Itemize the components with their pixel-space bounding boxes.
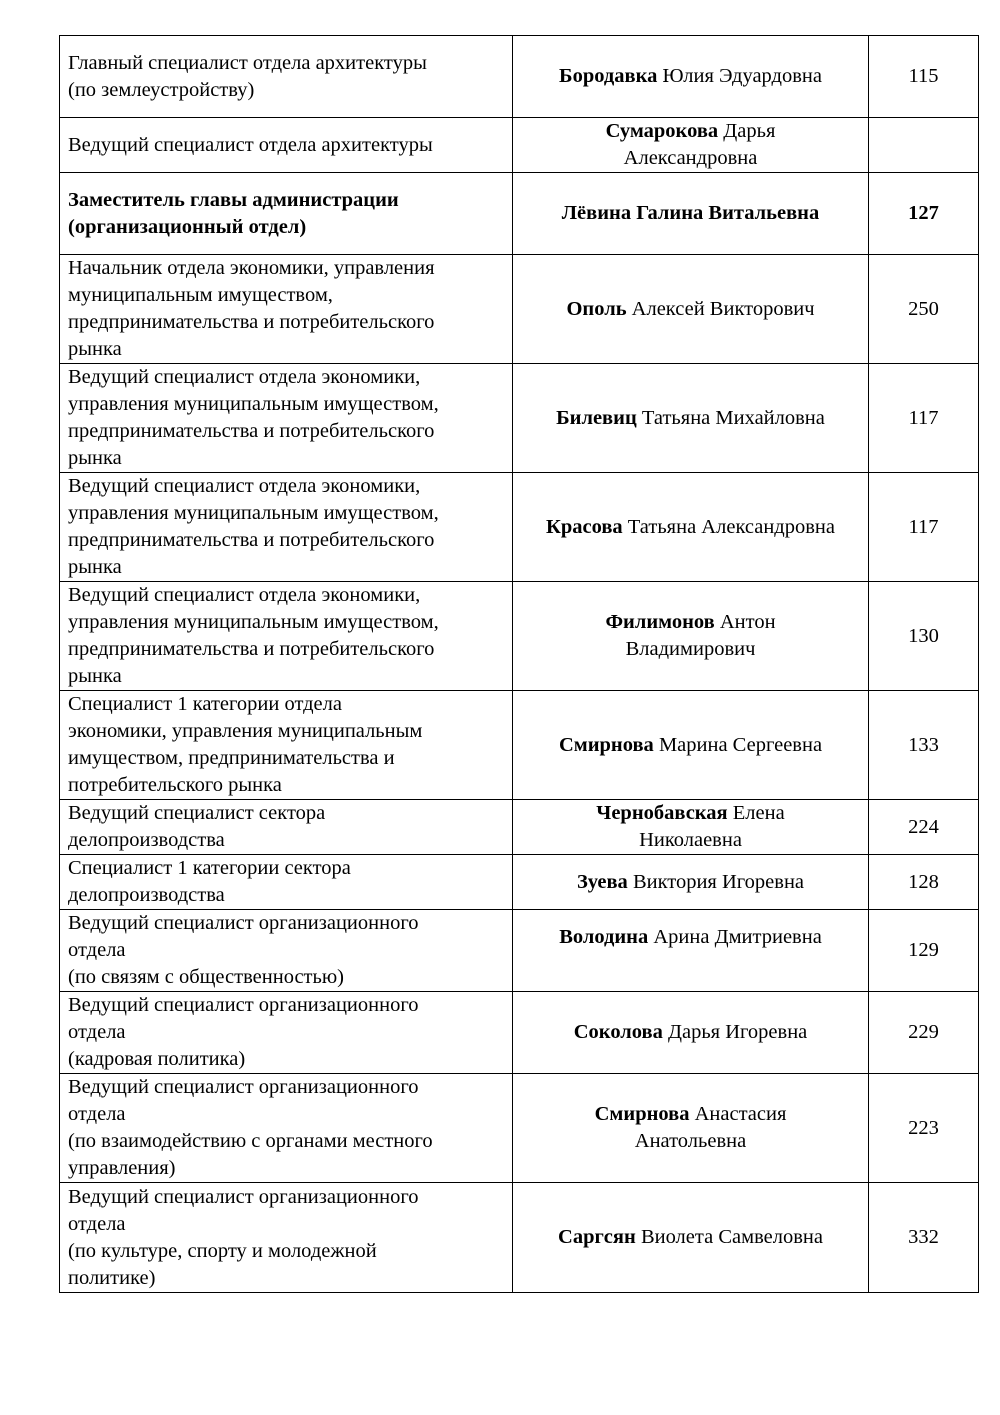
employee-given-names: Марина Сергеевна	[653, 733, 823, 756]
position-line: Ведущий специалист организационного	[68, 1076, 419, 1098]
position-line: Ведущий специалист организационного	[68, 1185, 419, 1208]
phone-extension: 127	[869, 173, 979, 255]
employee-surname: Сумарокова	[605, 120, 719, 142]
position-line: Ведущий специалист отдела экономики,	[68, 366, 421, 388]
employee-given-names: Виктория Игоревна	[627, 870, 805, 893]
table-row	[60, 800, 979, 855]
employee-surname: Чернобавская	[596, 802, 728, 824]
position-line: Ведущий специалист отдела архитектуры	[68, 133, 433, 156]
staff-directory-body	[60, 36, 979, 1293]
table-row	[60, 36, 979, 118]
employee-name	[521, 296, 860, 323]
phone-extension: 129	[869, 910, 979, 992]
employee-surname: Красова	[545, 515, 623, 538]
phone-extension: 332	[869, 1183, 979, 1293]
position-line: предпринимательства и потребительского	[68, 529, 435, 551]
position-line: (по взаимодействию с органами местного	[68, 1130, 433, 1152]
employee-name	[521, 869, 860, 896]
position-cell	[60, 118, 513, 173]
employee-name	[576, 609, 806, 663]
position-line: делопроизводства	[68, 884, 225, 906]
table-row	[60, 173, 979, 255]
position-line: (по землеустройству)	[68, 78, 255, 101]
employee-name	[521, 924, 860, 951]
table-row	[60, 691, 979, 800]
position-line: экономики, управления муниципальным	[68, 720, 423, 742]
employee-given-names: Арина Дмитриевна	[648, 925, 822, 948]
employee-given-names: Виолета Самвеловна	[635, 1226, 823, 1248]
employee-surname: Зуева	[576, 870, 628, 893]
employee-name	[521, 1224, 860, 1251]
position-cell	[60, 800, 513, 855]
employee-given-names: Татьяна Михайловна	[636, 406, 825, 429]
employee-name-cell	[513, 992, 869, 1074]
position-line: Ведущий специалист отдела экономики,	[68, 475, 421, 497]
employee-given-names: Антон Владимирович	[625, 611, 776, 660]
table-row	[60, 364, 979, 473]
table-row	[60, 255, 979, 364]
position-line: муниципальным имуществом,	[68, 284, 333, 306]
employee-surname: Саргсян	[558, 1226, 636, 1248]
employee-name-cell	[513, 800, 869, 855]
position-cell	[60, 364, 513, 473]
position-line: Ведущий специалист отдела экономики,	[68, 584, 421, 606]
employee-surname: Смирнова	[594, 1103, 690, 1125]
employee-given-names: Галина Витальевна	[631, 202, 820, 224]
employee-name-cell	[513, 36, 869, 118]
employee-name-cell	[513, 582, 869, 691]
employee-name-cell	[513, 910, 869, 992]
position-line: Ведущий специалист организационного	[68, 994, 419, 1016]
employee-name-cell	[513, 855, 869, 910]
position-line: (кадровая политика)	[68, 1048, 246, 1070]
phone-extension: 117	[869, 473, 979, 582]
phone-extension: 130	[869, 582, 979, 691]
phone-extension: 115	[869, 36, 979, 118]
employee-name	[571, 1101, 811, 1155]
position-line: (организационный отдел)	[68, 215, 307, 238]
staff-directory-table	[59, 35, 979, 1293]
table-row	[60, 1183, 979, 1293]
position-line: Начальник отдела экономики, управления	[68, 257, 435, 279]
employee-name-cell	[513, 1074, 869, 1183]
phone-extension: 133	[869, 691, 979, 800]
position-line: отдела	[68, 1212, 126, 1235]
table-row	[60, 855, 979, 910]
employee-name	[521, 63, 860, 90]
position-line: управления муниципальным имуществом,	[68, 611, 439, 633]
table-row	[60, 910, 979, 992]
position-line: (по культуре, спорту и молодежной	[68, 1239, 377, 1262]
position-line: предпринимательства и потребительского	[68, 420, 435, 442]
employee-name	[521, 732, 860, 759]
position-cell	[60, 992, 513, 1074]
position-line: Заместитель главы администрации	[68, 188, 399, 211]
position-line: политике)	[68, 1266, 156, 1289]
employee-surname: Билевиц	[556, 406, 637, 429]
position-line: управления муниципальным имуществом,	[68, 393, 439, 415]
phone-extension: 223	[869, 1074, 979, 1183]
position-cell	[60, 473, 513, 582]
employee-name	[521, 514, 860, 541]
employee-name-cell	[513, 118, 869, 173]
employee-name	[566, 800, 816, 854]
position-line: Ведущий специалист организационного	[68, 912, 419, 934]
position-cell	[60, 1074, 513, 1183]
table-row	[60, 992, 979, 1074]
employee-given-names: Дарья Игоревна	[662, 1021, 808, 1043]
employee-name-cell	[513, 255, 869, 364]
position-line: управления муниципальным имуществом,	[68, 502, 439, 524]
employee-name	[521, 405, 860, 432]
employee-surname: Смирнова	[558, 733, 654, 756]
employee-given-names: Елена Николаевна	[639, 802, 785, 851]
employee-name-cell	[513, 364, 869, 473]
position-line: делопроизводства	[68, 829, 225, 851]
employee-name-cell	[513, 691, 869, 800]
position-cell	[60, 910, 513, 992]
position-cell	[60, 1183, 513, 1293]
position-line: Ведущий специалист сектора	[68, 802, 326, 824]
phone-extension: 224	[869, 800, 979, 855]
position-line: Специалист 1 категории сектора	[68, 857, 351, 879]
employee-given-names: Анастасия Анатольевна	[634, 1103, 787, 1152]
position-line: потребительского рынка	[68, 774, 282, 796]
position-cell	[60, 36, 513, 118]
position-line: рынка	[68, 338, 122, 360]
employee-name	[521, 1019, 860, 1046]
employee-surname: Соколова	[573, 1021, 663, 1043]
position-line: отдела	[68, 1021, 126, 1043]
position-line: рынка	[68, 447, 122, 469]
position-line: Специалист 1 категории отдела	[68, 693, 342, 715]
employee-name-cell	[513, 173, 869, 255]
position-line: имуществом, предпринимательства и	[68, 747, 395, 769]
employee-surname: Лёвина	[561, 202, 632, 224]
position-line: предпринимательства и потребительского	[68, 638, 435, 660]
employee-name-cell	[513, 473, 869, 582]
employee-name	[576, 118, 806, 172]
position-line: рынка	[68, 556, 122, 578]
position-line: (по связям с общественностью)	[68, 966, 344, 988]
position-line: предпринимательства и потребительского	[68, 311, 435, 333]
phone-extension: 250	[869, 255, 979, 364]
phone-extension: 229	[869, 992, 979, 1074]
phone-extension	[869, 118, 979, 173]
employee-given-names: Татьяна Александровна	[622, 515, 835, 538]
position-cell	[60, 691, 513, 800]
table-row	[60, 1074, 979, 1183]
employee-surname: Володина	[559, 925, 649, 948]
position-cell	[60, 255, 513, 364]
position-line: Главный специалист отдела архитектуры	[68, 51, 427, 74]
table-row	[60, 473, 979, 582]
employee-given-names: Юлия Эдуардовна	[657, 65, 822, 87]
position-cell	[60, 855, 513, 910]
table-row	[60, 582, 979, 691]
position-line: управления)	[68, 1157, 176, 1179]
position-line: отдела	[68, 939, 126, 961]
table-row	[60, 118, 979, 173]
employee-name	[521, 200, 860, 227]
employee-given-names: Алексей Викторович	[626, 297, 815, 320]
employee-surname: Филимонов	[605, 611, 715, 633]
phone-extension: 128	[869, 855, 979, 910]
employee-surname: Ополь	[566, 297, 627, 320]
position-line: рынка	[68, 665, 122, 687]
employee-given-names: Дарья Александровна	[623, 120, 776, 169]
position-cell	[60, 173, 513, 255]
position-line: отдела	[68, 1103, 126, 1125]
employee-name-cell	[513, 1183, 869, 1293]
employee-surname: Бородавка	[559, 65, 658, 87]
phone-extension: 117	[869, 364, 979, 473]
position-cell	[60, 582, 513, 691]
